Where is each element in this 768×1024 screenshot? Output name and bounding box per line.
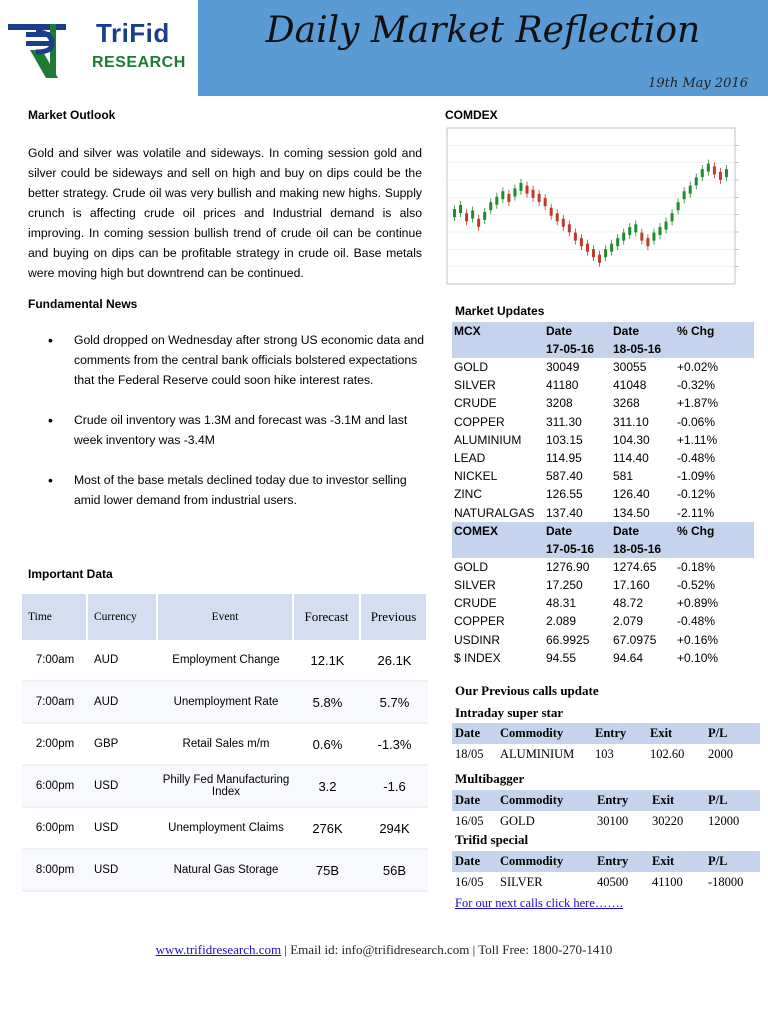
candle-body	[526, 186, 529, 194]
candle-body	[677, 202, 680, 210]
cell-name: CRUDE	[454, 596, 497, 611]
candle-body	[483, 212, 486, 220]
cell-chg: -0.12%	[677, 487, 716, 502]
website-link[interactable]: www.trifidresearch.com	[155, 942, 282, 957]
cell-forecast: 3.2	[294, 766, 361, 808]
cell-name: GOLD	[454, 559, 489, 574]
cell-pl: -18000	[708, 875, 744, 889]
cell-forecast: 276K	[294, 808, 361, 850]
cell-chg: -0.52%	[677, 577, 716, 592]
next-calls-link[interactable]: For our next calls click here…….	[455, 896, 624, 910]
table-row	[452, 744, 760, 765]
cell-d1: 137.40	[546, 505, 583, 520]
mcx-date-0: 17-05-16	[544, 340, 611, 358]
candle-body	[507, 194, 510, 202]
cell-event: Employment Change	[158, 640, 294, 682]
candle-body	[556, 213, 559, 221]
candle-body	[610, 244, 613, 252]
table-row	[452, 431, 754, 449]
candle-body	[538, 194, 541, 202]
comex-dates-row	[452, 540, 754, 558]
comex-header-row	[452, 522, 754, 540]
candle-body	[665, 222, 668, 230]
cell-name: NATURALGAS	[454, 505, 535, 520]
cell-d1: 17.250	[546, 577, 583, 592]
cell-name: GOLD	[454, 360, 489, 375]
candle-body	[519, 183, 522, 191]
cell-d2: 581	[613, 469, 634, 484]
table-row	[452, 467, 754, 485]
cell-date: 18/05	[455, 747, 484, 761]
cell-previous: 5.7%	[361, 682, 428, 724]
cell-date: 16/05	[455, 814, 484, 828]
comex-date-1: 18-05-16	[611, 540, 675, 558]
table-row	[452, 376, 754, 394]
cell-currency: USD	[88, 808, 158, 850]
cell-d1: 1276.90	[546, 559, 590, 574]
cell-d2: 134.50	[613, 505, 650, 520]
page-title: Daily Market Reflection	[265, 10, 701, 51]
candle-body	[634, 224, 637, 232]
cell-d1: 114.95	[546, 451, 582, 466]
col-pl: P/L	[705, 851, 760, 872]
cell-time: 6:00pm	[22, 808, 88, 850]
cell-chg: -2.11%	[677, 505, 715, 520]
table-row	[22, 682, 428, 724]
table-row	[22, 850, 428, 892]
table-row	[22, 766, 428, 808]
cell-d1: 3208	[546, 396, 573, 411]
col-exit: Exit	[649, 851, 705, 872]
blank-cell	[675, 340, 754, 358]
candle-body	[628, 227, 631, 235]
cell-chg: -1.09%	[677, 469, 716, 484]
candle-body	[604, 249, 607, 257]
cell-d2: 48.72	[613, 596, 644, 611]
previous-calls-heading: Our Previous calls update	[455, 683, 599, 698]
candle-body	[616, 238, 619, 246]
cell-currency: AUD	[88, 682, 158, 724]
cell-previous: 26.1K	[361, 640, 428, 682]
intraday-table	[452, 723, 760, 765]
cell-event: Unemployment Claims	[158, 808, 294, 850]
candle-body	[453, 209, 456, 217]
blank-cell	[675, 540, 754, 558]
cell-exit: 41100	[652, 875, 683, 889]
news-item: • Gold dropped on Wednesday after strong US economic data and comments from the central bank officials bolstered expectations that the Federal Reserve could soon hike interest rates.	[48, 330, 428, 390]
multibagger-heading: Multibagger	[455, 771, 525, 786]
cell-d1: 48.31	[546, 596, 577, 611]
col-entry: Entry	[592, 723, 647, 744]
cell-previous: 56B	[361, 850, 428, 892]
col-exit: Exit	[649, 790, 705, 811]
cell-d1: 311.30	[546, 414, 582, 429]
cell-event: Philly Fed Manufacturing Index	[158, 766, 294, 808]
cell-d2: 311.10	[613, 414, 649, 429]
table-row	[22, 640, 428, 682]
table-row	[22, 808, 428, 850]
table-row	[452, 558, 754, 576]
candle-body	[671, 213, 674, 221]
candle-body	[477, 219, 480, 227]
cell-commodity: SILVER	[500, 875, 543, 889]
cell-previous: 294K	[361, 808, 428, 850]
candle-body	[580, 238, 583, 246]
news-item: • Crude oil inventory was 1.3M and forecast was -3.1M and last week inventory was -3.4M	[48, 410, 428, 450]
important-data-table	[22, 594, 428, 892]
cell-d1: 41180	[546, 378, 579, 393]
candle-body	[544, 198, 547, 206]
col-entry: Entry	[594, 851, 649, 872]
comex-col-0: COMEX	[452, 522, 544, 540]
candle-body	[658, 227, 661, 235]
table-row	[452, 485, 754, 503]
cell-event: Natural Gas Storage	[158, 850, 294, 892]
table-row	[452, 811, 760, 832]
col-pl: P/L	[705, 790, 760, 811]
cell-forecast: 75B	[294, 850, 361, 892]
cell-chg: +0.89%	[677, 596, 719, 611]
cell-d1: 103.15	[546, 432, 583, 447]
candle-body	[719, 172, 722, 180]
cell-entry: 30100	[597, 814, 629, 828]
candle-body	[640, 233, 643, 241]
cell-currency: AUD	[88, 640, 158, 682]
market-updates-table	[452, 322, 754, 667]
cell-time: 8:00pm	[22, 850, 88, 892]
cell-forecast: 12.1K	[294, 640, 361, 682]
col-date: Date	[452, 723, 497, 744]
cell-chg: +1.87%	[677, 396, 719, 411]
table-row	[452, 594, 754, 612]
report-date: 19th May 2016	[648, 76, 748, 91]
market-outlook-heading: Market Outlook	[28, 108, 116, 122]
cell-d2: 94.64	[613, 650, 644, 665]
candle-body	[574, 233, 577, 241]
cell-commodity: ALUMINIUM	[500, 747, 575, 761]
cell-d1: 66.9925	[546, 632, 590, 647]
candle-body	[501, 191, 504, 199]
candle-body	[532, 190, 535, 198]
news-item: • Most of the base metals declined today due to investor selling amid lower demand from industrial users.	[48, 470, 428, 510]
cell-currency: USD	[88, 766, 158, 808]
cell-d2: 126.40	[613, 487, 650, 502]
logo-text-trifid: TriFid	[96, 18, 170, 48]
candle-body	[550, 208, 553, 216]
cell-d2: 30055	[613, 360, 647, 375]
table-row	[452, 358, 754, 376]
cell-chg: -0.32%	[677, 378, 716, 393]
footer-contact: | Email id: info@trifidresearch.com | Toll Free: 1800-270-1410	[281, 942, 613, 957]
cell-name: SILVER	[454, 378, 496, 393]
candle-body	[683, 191, 686, 199]
cell-d2: 3268	[613, 396, 640, 411]
market-outlook-text: Gold and silver was volatile and sideways. In coming session gold and silver could be sideways and sell on high and buy on dips could be the better strategy. Crude oil was very bullish and making new highs. Supply crunch is affecting crude oil prices and Industrial demand is also improving. In coming session bullish trend of crude oil can be continue and buying on dips can be profitable strategy in crude oil. Base metals were moving high but downtrend can be continued.	[28, 146, 422, 280]
table-header-row	[452, 851, 760, 872]
table-row	[452, 449, 754, 467]
cell-entry: 40500	[597, 875, 629, 889]
intraday-heading: Intraday super star	[455, 705, 564, 720]
comex-date-0: 17-05-16	[544, 540, 611, 558]
cell-time: 6:00pm	[22, 766, 88, 808]
trifid-special-heading: Trifid special	[455, 832, 529, 847]
cell-time: 7:00am	[22, 640, 88, 682]
candle-body	[465, 213, 468, 221]
cell-name: USDINR	[454, 632, 501, 647]
col-time: Time	[22, 594, 88, 640]
logo-text-research: RESEARCH	[92, 54, 186, 71]
table-row	[452, 504, 754, 522]
candle-body	[459, 205, 462, 213]
cell-name: CRUDE	[454, 396, 497, 411]
candle-body	[495, 197, 498, 205]
candle-body	[562, 219, 565, 227]
candle-body	[707, 164, 710, 172]
trifid-logo	[0, 0, 198, 92]
candle-body	[689, 186, 692, 194]
mcx-col-2: Date	[611, 322, 675, 340]
col-date: Date	[452, 790, 497, 811]
candle-body	[701, 169, 704, 177]
candle-body	[598, 255, 601, 263]
cell-d1: 2.089	[546, 614, 577, 629]
table-row	[452, 612, 754, 630]
cell-d2: 17.160	[613, 577, 650, 592]
title-banner	[198, 0, 768, 96]
rupee-logo-icon	[6, 14, 98, 84]
cell-time: 2:00pm	[22, 724, 88, 766]
cell-d2: 1274.65	[613, 559, 657, 574]
mcx-col-1: Date	[544, 322, 611, 340]
mcx-col-0: MCX	[452, 322, 544, 340]
candle-body	[592, 249, 595, 257]
cell-currency: USD	[88, 850, 158, 892]
cell-chg: -0.48%	[677, 451, 716, 466]
col-previous: Previous	[361, 594, 428, 640]
cell-pl: 2000	[708, 747, 733, 761]
cell-d2: 104.30	[613, 432, 650, 447]
col-forecast: Forecast	[294, 594, 361, 640]
col-pl: P/L	[705, 723, 760, 744]
table-row	[452, 413, 754, 431]
trifid-special-table	[452, 851, 760, 893]
comex-col-3: % Chg	[675, 522, 754, 540]
table-row	[452, 872, 760, 893]
table-row	[22, 724, 428, 766]
cell-currency: GBP	[88, 724, 158, 766]
cell-exit: 30220	[652, 814, 684, 828]
table-row	[452, 576, 754, 594]
cell-d1: 30049	[546, 360, 580, 375]
col-commodity: Commodity	[497, 851, 594, 872]
candle-body	[586, 244, 589, 252]
fundamental-news-list	[48, 330, 428, 510]
blank-cell	[452, 340, 544, 358]
col-commodity: Commodity	[497, 723, 592, 744]
mcx-date-1: 18-05-16	[611, 340, 675, 358]
col-event: Event	[158, 594, 294, 640]
col-date: Date	[452, 851, 497, 872]
candle-body	[513, 188, 516, 196]
cell-chg: -0.18%	[677, 559, 716, 574]
candle-body	[568, 224, 571, 232]
table-header-row	[452, 723, 760, 744]
candle-body	[652, 233, 655, 241]
cell-name: $ INDEX	[454, 650, 501, 665]
cell-chg: +1.11%	[677, 432, 718, 447]
cell-forecast: 0.6%	[294, 724, 361, 766]
comex-col-1: Date	[544, 522, 611, 540]
cell-chg: -0.06%	[677, 414, 716, 429]
cell-d1: 94.55	[546, 650, 577, 665]
cell-d2: 2.079	[613, 614, 644, 629]
cell-d1: 587.40	[546, 469, 583, 484]
col-currency: Currency	[88, 594, 158, 640]
cell-exit: 102.60	[650, 747, 685, 761]
cell-name: SILVER	[454, 577, 496, 592]
candle-body	[489, 202, 492, 210]
cell-d2: 67.0975	[613, 632, 657, 647]
comdex-heading: COMDEX	[445, 108, 498, 122]
cell-name: COPPER	[454, 614, 505, 629]
cell-d2: 41048	[613, 378, 647, 393]
comdex-chart	[445, 124, 757, 294]
cell-time: 7:00am	[22, 682, 88, 724]
cell-event: Retail Sales m/m	[158, 724, 294, 766]
cell-name: LEAD	[454, 451, 486, 466]
cell-date: 16/05	[455, 875, 484, 889]
cell-name: COPPER	[454, 414, 505, 429]
important-data-heading: Important Data	[28, 567, 113, 581]
mcx-header-row	[452, 322, 754, 340]
cell-forecast: 5.8%	[294, 682, 361, 724]
col-exit: Exit	[647, 723, 705, 744]
candle-body	[646, 238, 649, 246]
mcx-col-3: % Chg	[675, 322, 754, 340]
table-row	[452, 394, 754, 412]
cell-commodity: GOLD	[500, 814, 535, 828]
cell-name: ALUMINIUM	[454, 432, 522, 447]
cell-chg: +0.02%	[677, 360, 719, 375]
cell-event: Unemployment Rate	[158, 682, 294, 724]
table-header-row	[452, 790, 760, 811]
cell-previous: -1.6	[361, 766, 428, 808]
table-header-row	[22, 594, 428, 640]
candle-body	[725, 169, 728, 177]
cell-chg: +0.10%	[677, 650, 719, 665]
col-entry: Entry	[594, 790, 649, 811]
cell-d2: 114.40	[613, 451, 649, 466]
cell-previous: -1.3%	[361, 724, 428, 766]
comdex-chart-svg	[445, 124, 757, 294]
mcx-dates-row	[452, 340, 754, 358]
candle-body	[713, 166, 716, 174]
multibagger-table	[452, 790, 760, 832]
cell-pl: 12000	[708, 814, 740, 828]
market-updates-heading: Market Updates	[455, 304, 545, 318]
cell-d1: 126.55	[546, 487, 583, 502]
table-row	[452, 649, 754, 667]
cell-name: NICKEL	[454, 469, 498, 484]
candle-body	[471, 211, 474, 219]
cell-name: ZINC	[454, 487, 482, 502]
candle-body	[622, 233, 625, 241]
cell-entry: 103	[595, 747, 614, 761]
blank-cell	[452, 540, 544, 558]
fundamental-news-heading: Fundamental News	[28, 297, 138, 311]
table-row	[452, 630, 754, 648]
col-commodity: Commodity	[497, 790, 594, 811]
comex-col-2: Date	[611, 522, 675, 540]
cell-chg: +0.16%	[677, 632, 719, 647]
candle-body	[695, 177, 698, 185]
cell-chg: -0.48%	[677, 614, 716, 629]
footer	[0, 942, 768, 958]
